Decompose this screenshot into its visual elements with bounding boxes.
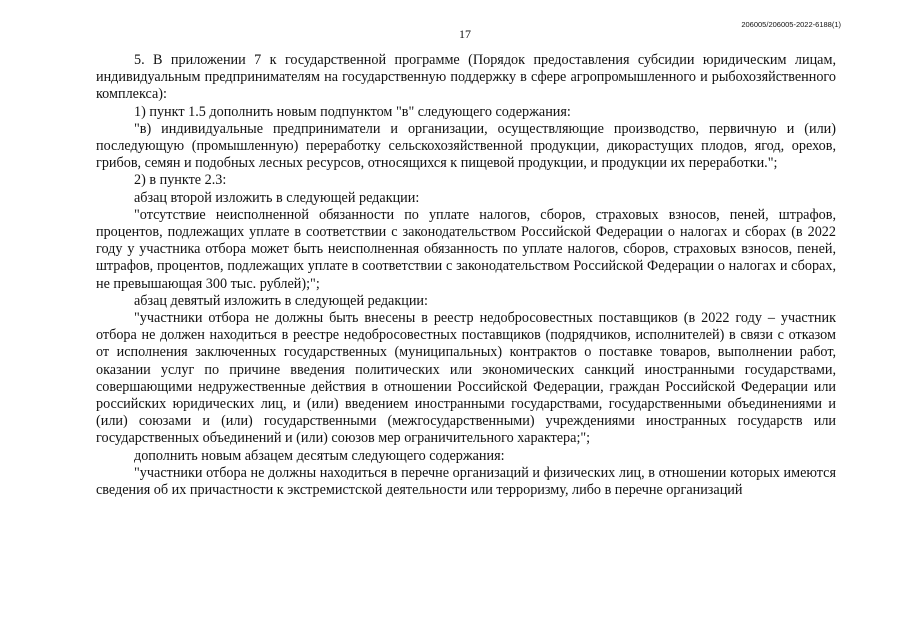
paragraph-item-1: 1) пункт 1.5 дополнить новым подпунктом "в" следующего содержания: xyxy=(134,103,571,120)
document-id: 206005/206005-2022-6188(1) xyxy=(741,20,841,29)
paragraph-abzac-10-intro: дополнить новым абзацем десятым следующего содержания: xyxy=(134,447,505,464)
document-body xyxy=(96,52,836,499)
paragraph-item-2: 2) в пункте 2.3: xyxy=(134,172,227,189)
paragraph-section-5: 5. В приложении 7 к государственной программе (Порядок предоставления субсидии юридическим лицам, индивидуальным предпринимателям на государственную поддержку в сфере агропромышленного и рыбохозяйственного комплекса): xyxy=(96,52,836,103)
paragraph-subitem-v: "в) индивидуальные предприниматели и организации, осуществляющие производство, первичную и (или) последующую (промышленную) переработку сельскохозяйственной продукции, дикорастущих плодов, ягод, орехов, грибов, семян и подобных лесных ресурсов, относящихся к пищевой продукции, и продукции их переработки."; xyxy=(96,120,836,172)
page-number: 17 xyxy=(459,27,471,41)
paragraph-abzac-10-text: "участники отбора не должны находиться в перечне организаций и физических лиц, в отношении которых имеются сведения об их причастности к экстремистской деятельности или терроризму, либо в перечне организаций xyxy=(96,464,836,499)
paragraph-abzac-9-text: "участники отбора не должны быть внесены в реестр недобросовестных поставщиков (в 2022 году – участник отбора не должен находиться в реестре недобросовестных поставщиков (подрядчиков, исполнителей) в связи с отказом от исполнения заключенных государственных (муниципальных) контрактов о поставке товаров, выполнении работ, оказании услуг по причине введения политических или экономических санкций иностранными государствами, совершающими недружественные действия в отношении Российской Федерации, граждан Российской Федерации или российских юридических лиц, и (или) введением иностранными государствами, государственными объединениями и (или) союзами и (или) государственными (межгосударственными) учреждениями иностранных государств или государственных объединений и (или) союзов мер ограничительного характера;"; xyxy=(96,310,836,447)
paragraph-abzac-2-text: "отсутствие неисполненной обязанности по уплате налогов, сборов, страховых взносов, пеней, штрафов, процентов, подлежащих уплате в соответствии с законодательством Российской Федерации о налогах и сборах (в 2022 году у участника отбора может быть неисполненная обязанность по уплате налогов, сборов, страховых взносов, пеней, штрафов, процентов, подлежащих уплате в соответствии с законодательством Российской Федерации о налогах и сборах, не превышающая 300 тыс. рублей);"; xyxy=(96,206,836,292)
paragraph-abzac-9-intro: абзац девятый изложить в следующей редакции: xyxy=(134,292,428,309)
paragraph-abzac-2-intro: абзац второй изложить в следующей редакции: xyxy=(134,189,420,206)
